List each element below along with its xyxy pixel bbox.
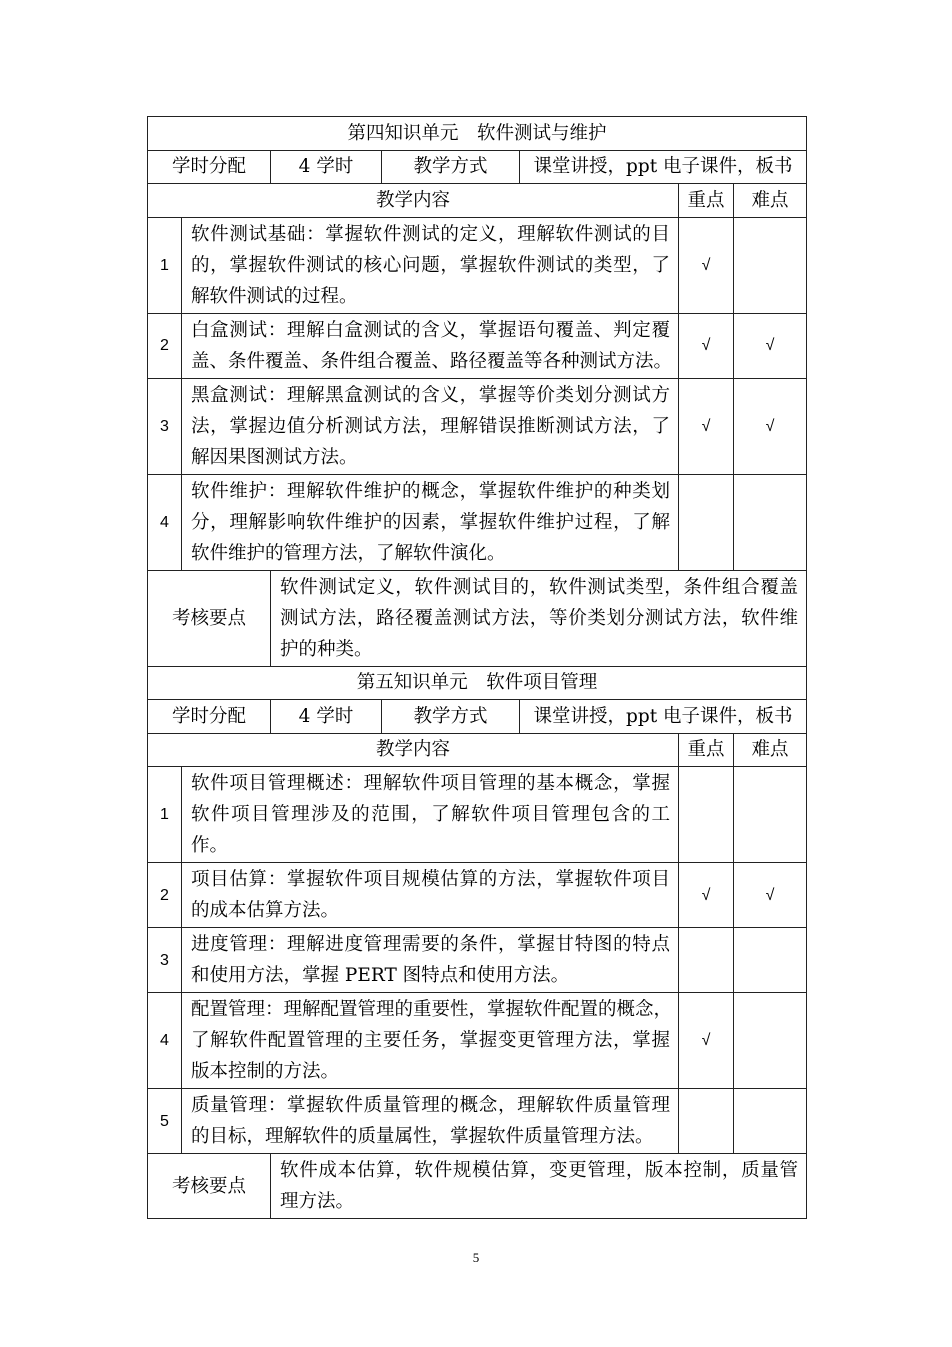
content-item-row (148, 313, 807, 378)
method-label: 教学方式 (382, 150, 520, 184)
item-description (182, 767, 679, 863)
item-description (182, 928, 679, 993)
content-item-row (148, 474, 807, 570)
text-line: 分，理解影响软件维护的因素，掌握软件维护过程，了解 (191, 511, 670, 533)
text-line: 理方法。 (280, 1191, 355, 1212)
text-line: 软件测试定义，软件测试目的，软件测试类型，条件组合覆盖 (280, 576, 799, 598)
content-header: 教学内容 (148, 184, 679, 218)
unit-title: 第五知识单元 软件项目管理 (148, 666, 807, 700)
unit-title-row (148, 666, 807, 700)
key-point-header: 重点 (679, 184, 734, 218)
item-number: 4 (148, 474, 182, 570)
assessment-points (271, 1154, 807, 1219)
item-number: 4 (148, 993, 182, 1089)
text-line: 的目标，理解软件的质量属性，掌握软件质量管理方法。 (191, 1126, 654, 1147)
item-description (182, 993, 679, 1089)
method-value: 课堂讲授，ppt 电子课件，板书 (520, 700, 807, 734)
item-description (182, 313, 679, 378)
method-value: 课堂讲授，ppt 电子课件，板书 (520, 150, 807, 184)
text-line: 作。 (191, 835, 229, 856)
item-description (182, 863, 679, 928)
text-line: 配置管理：理解配置管理的重要性，掌握软件配置的概念， (191, 999, 673, 1020)
text-line: 解因果图测试方法。 (191, 446, 358, 468)
item-description (182, 474, 679, 570)
method-label: 教学方式 (382, 700, 520, 734)
allocation-row (148, 150, 807, 184)
item-number: 2 (148, 863, 182, 928)
text-line: 和使用方法，掌握 PERT 图特点和使用方法。 (191, 965, 570, 986)
content-item-row (148, 1089, 807, 1154)
unit-title: 第四知识单元 软件测试与维护 (148, 117, 807, 151)
assessment-label: 考核要点 (148, 570, 271, 666)
content-header: 教学内容 (148, 733, 679, 767)
text-line: 的，掌握软件测试的核心问题，掌握软件测试的类型，了 (191, 254, 670, 276)
key-point-header: 重点 (679, 733, 734, 767)
key-point-mark: √ (679, 217, 734, 313)
difficulty-mark: √ (734, 313, 807, 378)
assessment-label: 考核要点 (148, 1154, 271, 1219)
syllabus-table (147, 116, 807, 1219)
content-item-row (148, 928, 807, 993)
key-point-mark (679, 1089, 734, 1154)
item-number: 2 (148, 313, 182, 378)
item-description (182, 217, 679, 313)
text-line: 盖、条件覆盖、条件组合覆盖、路径覆盖等各种测试方法。 (191, 350, 673, 372)
page-number: 5 (472, 1250, 480, 1265)
key-point-mark: √ (679, 313, 734, 378)
text-line: 软件测试基础：掌握软件测试的定义，理解软件测试的目 (191, 223, 670, 245)
difficulty-mark: √ (734, 863, 807, 928)
content-header-row (148, 184, 807, 218)
content-header-row (148, 733, 807, 767)
hours-value: 4 学时 (271, 700, 382, 734)
allocation-row (148, 700, 807, 734)
text-line: 软件成本估算，软件规模估算，变更管理，版本控制，质量管 (280, 1160, 799, 1181)
hours-label: 学时分配 (148, 150, 271, 184)
key-point-mark: √ (679, 378, 734, 474)
text-line: 的成本估算方法。 (191, 900, 340, 921)
item-number: 3 (148, 928, 182, 993)
assessment-points (271, 570, 807, 666)
text-line: 进度管理：理解进度管理需要的条件，掌握甘特图的特点 (191, 934, 670, 955)
item-description (182, 378, 679, 474)
text-line: 软件项目管理概述：理解软件项目管理的基本概念，掌握 (191, 773, 670, 794)
difficulty-mark (734, 928, 807, 993)
text-line: 白盒测试：理解白盒测试的含义，掌握语句覆盖、判定覆 (191, 319, 670, 341)
syllabus-table-body (148, 117, 807, 1219)
content-item-row (148, 217, 807, 313)
text-line: 测试方法，路径覆盖测试方法，等价类划分测试方法，软件维 (280, 607, 799, 629)
text-line: 黑盒测试：理解黑盒测试的含义，掌握等价类划分测试方 (191, 384, 670, 406)
item-number: 5 (148, 1089, 182, 1154)
text-line: 软件维护：理解软件维护的概念，掌握软件维护的种类划 (191, 480, 670, 502)
text-line: 护的种类。 (280, 638, 373, 660)
text-line: 质量管理：掌握软件质量管理的概念，理解软件质量管理 (191, 1095, 670, 1116)
text-line: 项目估算：掌握软件项目规模估算的方法，掌握软件项目 (191, 869, 670, 890)
assessment-row (148, 1154, 807, 1219)
item-number: 3 (148, 378, 182, 474)
key-point-mark (679, 767, 734, 863)
difficulty-mark: √ (734, 378, 807, 474)
content-item-row (148, 993, 807, 1089)
difficulty-mark (734, 767, 807, 863)
key-point-mark (679, 474, 734, 570)
text-line: 解软件测试的过程。 (191, 285, 358, 307)
key-point-mark (679, 928, 734, 993)
unit-title-row (148, 117, 807, 151)
text-line: 法，掌握边值分析测试方法，理解错误推断测试方法，了 (191, 415, 670, 437)
text-line: 了解软件配置管理的主要任务，掌握变更管理方法，掌握 (191, 1030, 670, 1051)
difficulty-mark (734, 1089, 807, 1154)
text-line: 版本控制的方法。 (191, 1061, 340, 1082)
hours-value: 4 学时 (271, 150, 382, 184)
difficulty-header: 难点 (734, 184, 807, 218)
content-item-row (148, 767, 807, 863)
text-line: 软件维护的管理方法，了解软件演化。 (191, 542, 506, 564)
content-item-row (148, 378, 807, 474)
item-description (182, 1089, 679, 1154)
difficulty-header: 难点 (734, 733, 807, 767)
difficulty-mark (734, 993, 807, 1089)
item-number: 1 (148, 767, 182, 863)
item-number: 1 (148, 217, 182, 313)
assessment-row (148, 570, 807, 666)
text-line: 软件项目管理涉及的范围，了解软件项目管理包含的工 (191, 804, 670, 825)
key-point-mark: √ (679, 863, 734, 928)
content-item-row (148, 863, 807, 928)
key-point-mark: √ (679, 993, 734, 1089)
hours-label: 学时分配 (148, 700, 271, 734)
difficulty-mark (734, 474, 807, 570)
difficulty-mark (734, 217, 807, 313)
